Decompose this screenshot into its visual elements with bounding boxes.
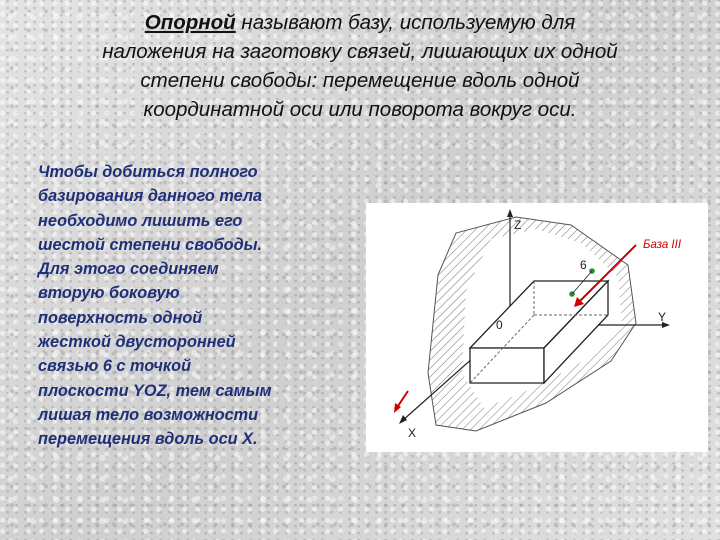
body-line: связью 6 с точкой — [38, 357, 192, 376]
x-axis-arrowhead — [399, 415, 407, 424]
body-line: базирования данного тела — [38, 187, 263, 206]
slide-title — [40, 8, 680, 124]
box-front-face — [470, 348, 544, 383]
body-line: жесткой двусторонней — [38, 333, 236, 352]
title-line-1-rest: называют базу, используемую для — [235, 11, 576, 34]
x-axis-label: X — [408, 426, 417, 440]
link-number-label: 6 — [580, 258, 587, 272]
origin-label: 0 — [496, 318, 503, 332]
basing-diagram — [366, 203, 708, 452]
body-paragraph — [38, 160, 358, 452]
body-line: вторую боковую — [38, 284, 180, 303]
title-line-3: степени свободы: перемещение вдоль одной — [140, 69, 580, 92]
base-iii-label: База III — [643, 239, 682, 251]
body-line: Для этого соединяем — [38, 260, 219, 279]
body-line: поверхность одной — [38, 308, 203, 327]
z-axis-label: Z — [514, 218, 522, 232]
body-line: перемещения вдоль оси X. — [38, 430, 258, 449]
basing-diagram-svg — [366, 203, 708, 452]
title-line-2: наложения на заготовку связей, лишающих их одной — [102, 40, 618, 63]
body-line: Чтобы добиться полного — [38, 163, 258, 181]
title-line-1 — [40, 8, 680, 37]
body-line: плоскости YOZ, тем самым — [38, 381, 272, 400]
title-line-4: координатной оси или поворота вокруг оси. — [143, 98, 577, 121]
y-axis-label: Y — [658, 310, 667, 324]
body-line: лишая тело возможности — [38, 405, 259, 424]
body-line: необходимо лишить его — [38, 211, 243, 230]
title-term: Опорной — [144, 11, 236, 34]
z-axis-arrowhead — [507, 209, 513, 217]
body-line: шестой степени свободы. — [38, 235, 263, 254]
